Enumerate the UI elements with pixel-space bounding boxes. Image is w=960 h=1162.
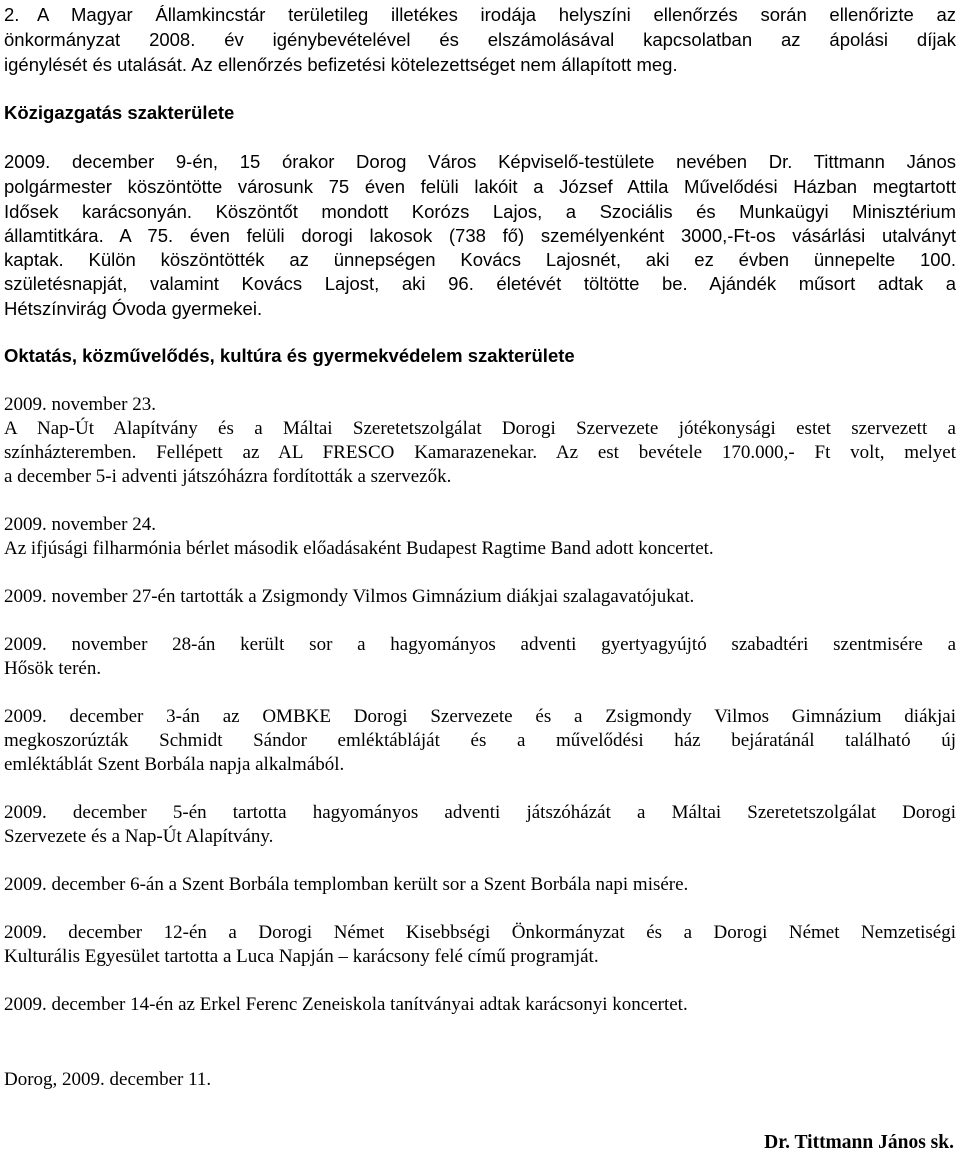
admin-line-7: Hétszínvirág Óvoda gyermekei.: [4, 298, 263, 319]
edu-p4-line-2: Hősök terén.: [4, 658, 102, 679]
edu-p5-line-2: megkoszorúzták Schmidt Sándor emléktábláját és a művelődési ház bejáratánál található új: [4, 730, 956, 751]
section-heading-edu: Oktatás, közművelődés, kultúra és gyermekvédelem szakterülete: [4, 345, 575, 366]
intro-line-2: önkormányzat 2008. év igénybevételével és elszámolásával kapcsolatban az ápolási díjak: [4, 29, 956, 50]
intro-line-3: igénylését és utalását. Az ellenőrzés befizetési kötelezettséget nem állapított meg.: [4, 54, 678, 75]
edu-p9: 2009. december 14-én az Erkel Ferenc Zeneiskola tanítványai adtak karácsonyi koncertet.: [4, 994, 688, 1015]
intro-text-1: A Magyar Államkincstár területileg illetékes irodája helyszíni ellenőrzés során ellenőrizte az: [37, 4, 956, 25]
edu-p2-line-2: Az ifjúsági filharmónia bérlet második előadásaként Budapest Ragtime Band adott koncertet.: [4, 538, 714, 559]
edu-p4-line-1: 2009. november 28-án került sor a hagyományos adventi gyertyagyújtó szabadtéri szentmisére a: [4, 634, 956, 655]
edu-p1-line-4: a december 5-i adventi játszóházra fordították a szervezők.: [4, 466, 452, 487]
edu-p8-line-2: Kulturális Egyesület tartotta a Luca Napján – karácsony felé című programját.: [4, 946, 599, 967]
edu-p3: 2009. november 27-én tartották a Zsigmondy Vilmos Gimnázium diákjai szalagavatójukat.: [4, 586, 695, 607]
admin-line-5: kaptak. Külön köszöntötték az ünnepségen Kovács Lajosnét, aki ez évben ünnepelte 100.: [4, 249, 956, 270]
edu-p7: 2009. december 6-án a Szent Borbála templomban került sor a Szent Borbála napi misére.: [4, 874, 689, 895]
admin-line-1: 2009. december 9-én, 15 órakor Dorog Város Képviselő-testülete nevében Dr. Tittmann János: [4, 151, 956, 172]
admin-line-6: születésnapját, valamint Kovács Lajost, aki 96. életévét töltötte be. Ajándék műsort adtak a: [4, 273, 956, 294]
signature: Dr. Tittmann János sk.: [764, 1132, 954, 1153]
edu-p8-line-1: 2009. december 12-én a Dorogi Német Kisebbségi Önkormányzat és a Dorogi Német Nemzetiségi: [4, 922, 956, 943]
place-date: Dorog, 2009. december 11.: [4, 1069, 212, 1090]
edu-p6-line-2: Szervezete és a Nap-Út Alapítvány.: [4, 826, 274, 847]
edu-p1-line-1: 2009. november 23.: [4, 394, 156, 415]
admin-line-3: Idősek karácsonyán. Köszöntőt mondott Korózs Lajos, a Szociális és Munkaügyi Minisztérium: [4, 201, 956, 222]
edu-p6-line-1: 2009. december 5-én tartotta hagyományos adventi játszóházát a Máltai Szeretetszolgálat Dorogi: [4, 802, 956, 823]
admin-line-4: államtitkára. A 75. éven felüli dorogi lakosok (738 fő) személyenként 3000,-Ft-os vásárlási utalványt: [4, 225, 956, 246]
edu-p1-line-2: A Nap-Út Alapítvány és a Máltai Szeretetszolgálat Dorogi Szervezete jótékonysági estet szervezett a: [4, 418, 956, 439]
edu-p5-line-1: 2009. december 3-án az OMBKE Dorogi Szervezete és a Zsigmondy Vilmos Gimnázium diákjai: [4, 706, 956, 727]
edu-p1-line-3: színházteremben. Fellépett az AL FRESCO Kamarazenekar. Az est bevétele 170.000,- Ft volt, melyet: [4, 442, 956, 463]
section-heading-admin: Közigazgatás szakterülete: [4, 102, 235, 123]
admin-line-2: polgármester köszöntötte városunk 75 éven felüli lakóit a József Attila Művelődési Házban megtartott: [4, 176, 956, 197]
item-number: 2.: [4, 4, 20, 25]
edu-p2-line-1: 2009. november 24.: [4, 514, 156, 535]
intro-line-1: [4, 1, 956, 28]
edu-p5-line-3: emléktáblát Szent Borbála napja alkalmából.: [4, 754, 345, 775]
